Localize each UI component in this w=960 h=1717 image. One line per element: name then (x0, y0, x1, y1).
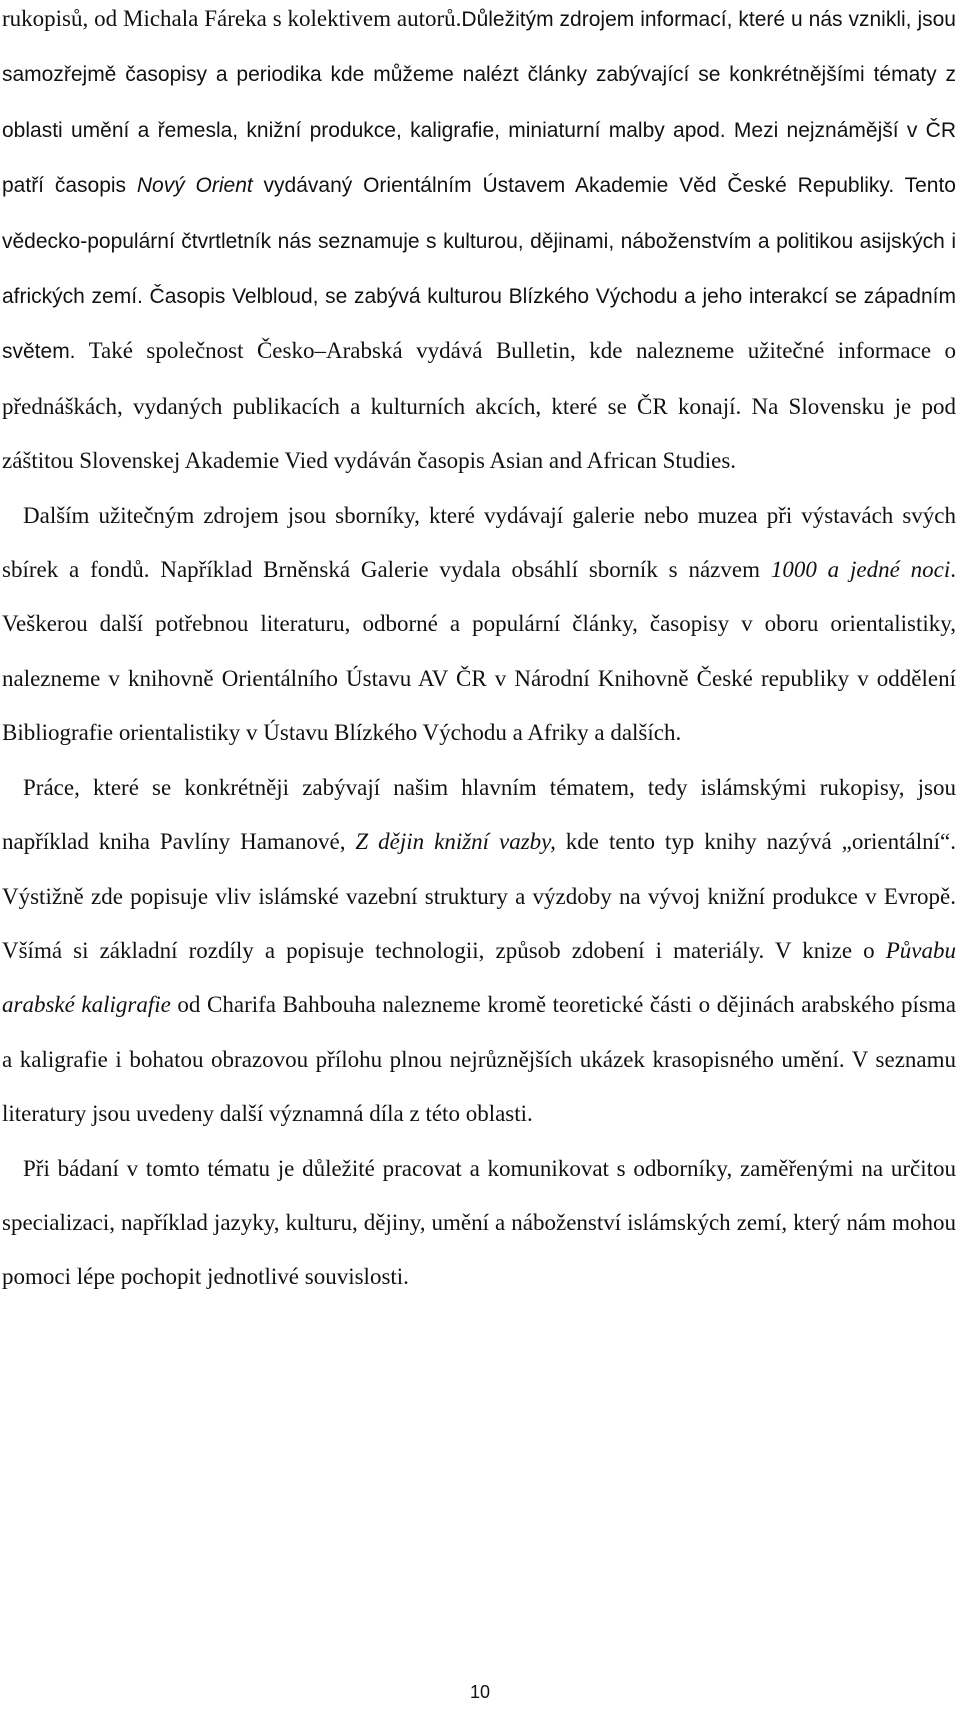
text-run: Při bádaní v tomto tématu je důležité pracovat a komunikovat s odborníky, zaměřenými na určitou specializaci, například jazyky, kulturu, dějiny, umění a náboženství islámských zemí, který nám mohou pomoci lépe pochopit jednotlivé souvislosti. (2, 1155, 956, 1290)
text-run: Dalším užitečným zdrojem jsou sborníky, které vydávají galerie nebo muzea při výstavách svých sbírek a fondů. Například Brněnská Galerie vydala obsáhlí sborník s názvem (2, 502, 956, 583)
text-run: rukopisů, od Michala Fáreka s kolektivem autorů. (2, 6, 462, 31)
book-title: Půvabu arabské kaligrafie (2, 937, 956, 1018)
journal-title: Nový Orient (136, 174, 253, 198)
paragraph-4 (2, 1142, 956, 1305)
text-run: Důležitým zdrojem informací, které u nás vznikli, jsou samozřejmě časopisy a periodika kde můžeme nalézt články zabývající se konkrétnějšími tématy z oblasti umění a řemesla, knižní produkce, kaligrafie, miniaturní malby apod. Mezi nejznámější v ČR patří časopis (2, 8, 956, 198)
text-run: . Veškerou další potřebnou literaturu, odborné a populární články, časopisy v oboru orientalistiky, nalezneme v knihovně Orientálního Ústavu AV ČR v Národní Knihovně České republiky v oddělení Bibliografie orientalistiky v Ústavu Blízkého Východu a Afriky a dalších. (2, 557, 956, 746)
body-text (2, 0, 956, 1305)
text-run: Také společnost Česko–Arabská vydává Bulletin, kde nalezneme užitečné informace o přednáškách, vydaných publikacích a kulturních akcích, které se ČR konají. Na Slovensku je pod záštitou Slovenskej Akademie Vied vydáván časopis Asian and African Studies. (2, 338, 956, 474)
paragraph-2 (2, 489, 956, 761)
text-run: od Charifa Bahbouha nalezneme kromě teoretické části o dějinách arabského písma a kaligrafie i bohatou obrazovou přílohu plnou nejrůznějších ukázek krasopisného umění. V seznamu literatury jsou uvedeny další významná díla z této oblasti. (2, 992, 957, 1127)
paragraph-1 (2, 0, 956, 489)
text-run: Práce, které se konkrétněji zabývají našim hlavním tématem, tedy islámskými rukopisy, jsou například kniha Pavlíny Hamanové, (2, 774, 956, 855)
page-number: 10 (469, 1682, 491, 1702)
text-run: vydávaný Orientálním Ústavem Akademie Věd České Republiky. Tento vědecko-populární čtvrtletník nás seznamuje s kulturou, dějinami, náboženstvím a politikou asijských i afrických zemí. Časopis Velbloud, se zabývá kulturou Blízkého Východu a jeho interakcí se západním světem. (2, 174, 956, 364)
paragraph-3 (2, 761, 956, 1142)
text-run: kde tento typ knihy nazývá „orientální“. Výstižně zde popisuje vliv islámské vazební struktury a výzdoby na vývoj knižní produkce v Evropě. Všímá si základní rozdíly a popisuje technologii, způsob zdobení i materiály. V knize o (2, 829, 956, 963)
book-title: 1000 a jedné noci (770, 557, 951, 583)
book-title: Z dějin knižní vazby, (355, 829, 556, 855)
